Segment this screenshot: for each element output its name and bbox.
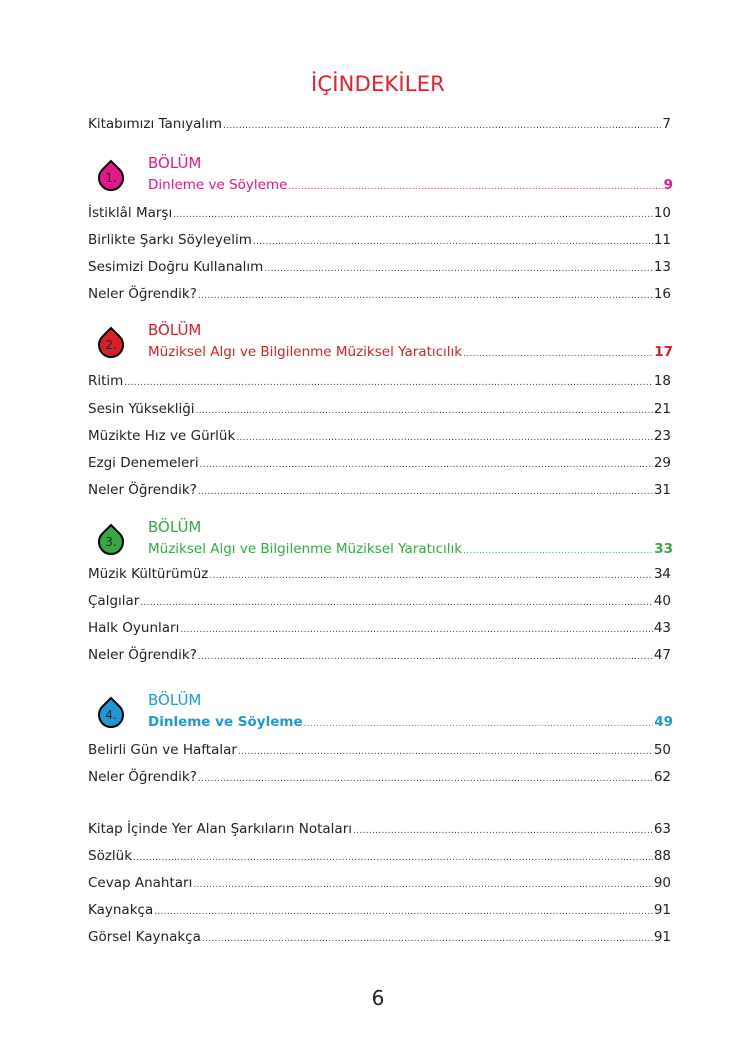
toc-entry-page: 90 [653,875,671,891]
toc-entry-label: Halk Oyunları [88,620,180,636]
section-1-number: 1. [105,171,117,185]
toc-entry-label: Kitap İçinde Yer Alan Şarkıların Notaları [88,821,352,837]
dot-leader [253,237,653,247]
toc-entry-label: Çalgılar [88,593,140,609]
toc-entry-page: 62 [653,769,671,785]
section-1-heading: BÖLÜM [148,154,202,172]
dot-leader [196,406,653,416]
toc-entry-page: 23 [653,428,671,444]
toc-entry[interactable] [88,373,671,393]
toc-entry-page: 40 [653,593,671,609]
toc-entry-label: Kitabımızı Tanıyalım [88,116,223,132]
toc-entry-page: 88 [653,848,671,864]
dot-leader [133,853,653,863]
toc-entry-label: İstiklâl Marşı [88,205,173,221]
toc-entry[interactable] [88,286,671,306]
toc-entry[interactable] [88,401,671,421]
section-4-title-entry[interactable] [148,714,673,734]
toc-entry-label: Müzik Kültürümüz [88,566,209,582]
toc-entry-page: 16 [653,286,671,302]
dot-leader [198,487,653,497]
toc-entry-label: Görsel Kaynakça [88,929,201,945]
toc-entry-page: 7 [662,116,671,132]
section-4-number: 4. [105,708,117,722]
toc-entry-label: Müzikte Hız ve Gürlük [88,428,236,444]
toc-entry-label: Neler Öğrendik? [88,647,197,663]
section-title: Müziksel Algı ve Bilgilenme Müziksel Yaratıcılık [148,541,463,557]
dot-leader [223,121,661,131]
toc-entry-appendix[interactable] [88,848,671,868]
dot-leader [264,264,653,274]
toc-entry-page: 18 [653,373,671,389]
toc-entry-label: Kaynakça [88,902,154,918]
page-title: İÇİNDEKİLER [311,72,445,96]
dot-leader [463,546,653,556]
dot-leader [353,826,653,836]
section-title: Dinleme ve Söyleme [148,714,303,730]
toc-entry-page: 31 [653,482,671,498]
section-3-number: 3. [105,535,117,549]
toc-entry-label: Neler Öğrendik? [88,286,197,302]
dot-leader [202,934,653,944]
section-2-heading: BÖLÜM [148,321,202,339]
section-page: 33 [654,541,673,557]
dot-leader [154,907,653,917]
toc-entry-label: Neler Öğrendik? [88,482,197,498]
toc-entry[interactable] [88,593,671,613]
section-1-title-entry[interactable] [148,177,673,197]
section-2-number: 2. [105,338,117,352]
toc-entry-appendix[interactable] [88,902,671,922]
page-number: 6 [371,986,385,1010]
section-title: Dinleme ve Söyleme [148,177,288,193]
dot-leader [288,182,662,192]
dot-leader [198,774,653,784]
dot-leader [209,571,652,581]
toc-entry-page: 29 [653,455,671,471]
toc-entry-label: Belirli Gün ve Haftalar [88,742,237,758]
toc-entry-page: 13 [653,259,671,275]
toc-entry-page: 34 [653,566,671,582]
section-3-heading: BÖLÜM [148,518,202,536]
toc-entry-label: Sesin Yüksekliği [88,401,195,417]
toc-entry-label: Ezgi Denemeleri [88,455,199,471]
toc-entry-label: Sözlük [88,848,133,864]
dot-leader [238,747,653,757]
dot-leader [200,460,653,470]
toc-entry-page: 11 [653,232,671,248]
toc-entry-page: 10 [653,205,671,221]
section-4-heading: BÖLÜM [148,691,202,709]
toc-entry[interactable] [88,482,671,502]
dot-leader [304,719,654,729]
toc-entry[interactable] [88,205,671,225]
toc-entry[interactable] [88,742,671,762]
toc-entry-label: Cevap Anahtarı [88,875,193,891]
toc-entry-page: 21 [653,401,671,417]
toc-entry-label: Neler Öğrendik? [88,769,197,785]
toc-entry-page: 91 [653,929,671,945]
dot-leader [180,625,652,635]
dot-leader [140,598,652,608]
toc-entry-appendix[interactable] [88,929,671,949]
toc-entry-page: 47 [653,647,671,663]
section-2-title-entry[interactable] [148,344,673,364]
toc-entry[interactable] [88,428,671,448]
dot-leader [198,291,653,301]
toc-entry[interactable] [88,566,671,586]
toc-entry[interactable] [88,647,671,667]
toc-entry-page: 91 [653,902,671,918]
toc-entry-intro[interactable] [88,116,671,136]
toc-entry-page: 50 [653,742,671,758]
toc-entry[interactable] [88,455,671,475]
toc-entry-label: Sesimizi Doğru Kullanalım [88,259,264,275]
toc-entry[interactable] [88,232,671,252]
dot-leader [173,210,653,220]
toc-entry-page: 63 [653,821,671,837]
section-title: Müziksel Algı ve Bilgilenme Müziksel Yaratıcılık [148,344,463,360]
toc-entry[interactable] [88,259,671,279]
dot-leader [198,652,653,662]
toc-entry-label: Birlikte Şarkı Söyleyelim [88,232,252,248]
toc-entry-appendix[interactable] [88,821,671,841]
section-page: 49 [654,714,673,730]
section-page: 9 [663,177,673,193]
dot-leader [193,880,652,890]
section-page: 17 [654,344,673,360]
toc-entry-label: Ritim [88,373,124,389]
dot-leader [463,349,653,359]
toc-entry[interactable] [88,769,671,789]
dot-leader [236,433,653,443]
section-3-title-entry[interactable] [148,541,673,561]
toc-entry-appendix[interactable] [88,875,671,895]
toc-entry-page: 43 [653,620,671,636]
toc-entry[interactable] [88,620,671,640]
dot-leader [124,378,652,388]
